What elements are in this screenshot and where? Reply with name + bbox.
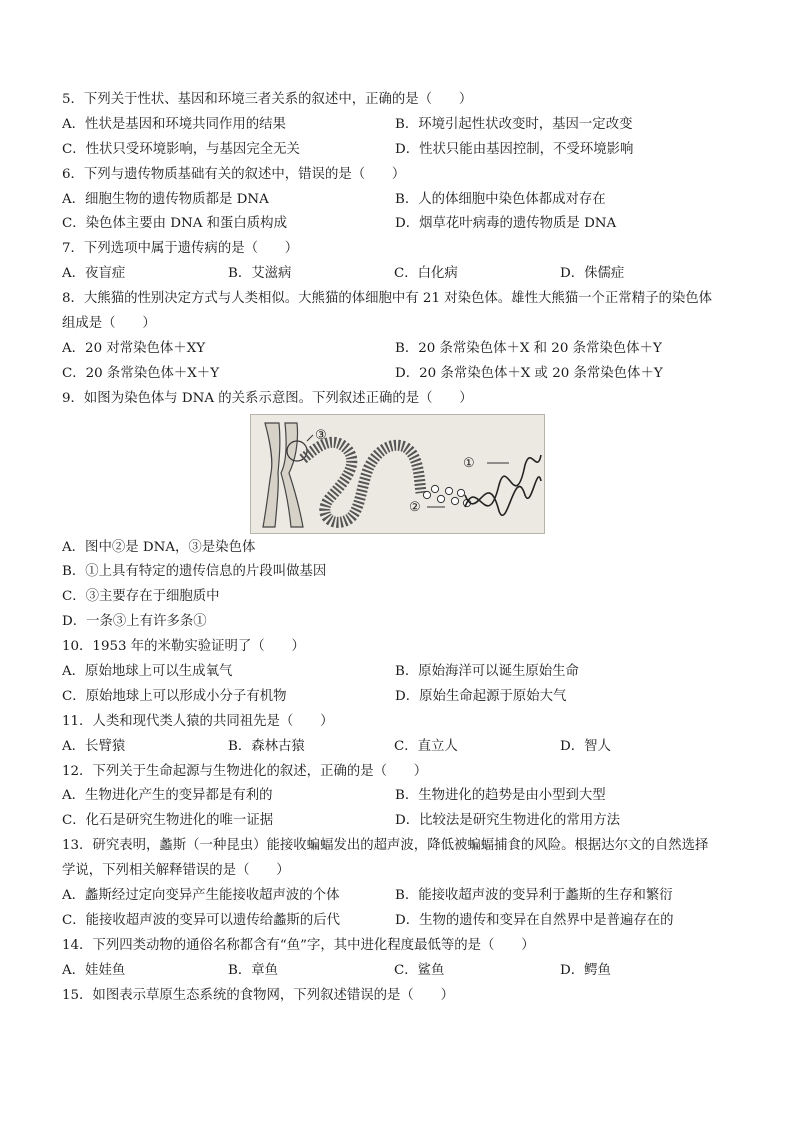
option-item: C．性状只受环境影响，与基因完全无关 xyxy=(62,141,300,157)
option-item: B．章鱼 xyxy=(228,962,279,978)
option-item: D．烟草花叶病毒的遗传物质是 DNA xyxy=(395,216,617,232)
option-item: B．20 条常染色体＋X 和 20 条常染色体＋Y xyxy=(395,340,662,356)
options-row xyxy=(62,884,742,909)
option-item: D．鳄鱼 xyxy=(560,962,611,978)
option-item: D．比较法是研究生物进化的常用方法 xyxy=(395,813,620,829)
options-row xyxy=(62,909,742,934)
nucleosome-bead xyxy=(431,485,438,492)
option-item: B．生物进化的趋势是由小型到大型 xyxy=(395,788,606,804)
question-block xyxy=(62,984,742,1009)
options-row xyxy=(62,959,742,984)
option-item: D．性状只能由基因控制，不受环境影响 xyxy=(395,141,634,157)
option-item: B．①上具有特定的遗传信息的片段叫做基因 xyxy=(62,564,327,580)
option-item: D．原始生命起源于原始大气 xyxy=(395,688,567,704)
question-stem: 14．下列四类动物的通俗名称都含有“鱼”字，其中进化程度最低等的是（ ） xyxy=(62,937,535,953)
option-item: B．能接收超声波的变异利于蠡斯的生存和繁衍 xyxy=(395,888,673,904)
options-row xyxy=(62,362,742,387)
option-item: A．娃娃鱼 xyxy=(62,962,126,978)
question-block xyxy=(62,710,742,760)
figure-container xyxy=(62,414,742,535)
question-block xyxy=(62,760,742,835)
nucleosome-bead xyxy=(457,489,464,496)
options-row xyxy=(62,660,742,685)
question-block xyxy=(62,88,742,163)
option-item: A．细胞生物的遗传物质都是 DNA xyxy=(62,191,269,207)
coiled-chromatin xyxy=(303,442,421,522)
question-block xyxy=(62,163,742,238)
label-3: ③ xyxy=(315,427,327,443)
option-item: C．③主要存在于细胞质中 xyxy=(62,589,220,605)
question-stem: 6．下列与遗传物质基础有关的叙述中，错误的是（ ） xyxy=(62,166,406,182)
options-row xyxy=(62,784,742,809)
options-row xyxy=(62,809,742,834)
options-row xyxy=(62,560,742,585)
question-stem: 13．研究表明，蠡斯（一种昆虫）能接收蝙蝠发出的超声波，降低被蝙蝠捕食的风险。根据达尔文的自然选择 xyxy=(62,838,709,854)
option-item: C．能接收超声波的变异可以遗传给蠡斯的后代 xyxy=(62,912,341,928)
question-block xyxy=(62,287,742,387)
question-stem: 15．如图表示草原生态系统的食物网，下列叙述错误的是（ ） xyxy=(62,987,454,1003)
options-row xyxy=(62,536,742,561)
question-stem: 9．如图为染色体与 DNA 的关系示意图。下列叙述正确的是（ ） xyxy=(62,390,473,406)
option-item: C．20 条常染色体＋X＋Y xyxy=(62,365,220,381)
label-1: ① xyxy=(463,455,475,471)
question-block xyxy=(62,237,742,287)
options-row xyxy=(62,262,742,287)
question-stem: 11．人类和现代类人猿的共同祖先是（ ） xyxy=(62,713,334,729)
label3-pointer xyxy=(307,435,313,441)
question-stem: 5．下列关于性状、基因和环境三者关系的叙述中，正确的是（ ） xyxy=(62,92,473,107)
nucleosome-bead xyxy=(451,497,458,504)
exam-page xyxy=(62,88,742,1009)
chromosome-dna-diagram xyxy=(251,415,544,533)
option-item: B．森林古猿 xyxy=(228,738,305,754)
question-block xyxy=(62,834,742,934)
option-item: B．人的体细胞中染色体都成对存在 xyxy=(395,191,606,207)
question-block xyxy=(62,934,742,984)
option-item: C．化石是研究生物进化的唯一证据 xyxy=(62,813,274,829)
question-stem: 组成是（ ） xyxy=(62,316,156,332)
option-item: B．环境引起性状改变时，基因一定改变 xyxy=(395,116,633,132)
option-item: B．原始海洋可以诞生原始生命 xyxy=(395,664,579,680)
option-item: D．生物的遗传和变异在自然界中是普遍存在的 xyxy=(395,912,674,928)
option-item: C．白化病 xyxy=(394,266,458,282)
chromatid-left xyxy=(263,423,280,527)
figure-frame xyxy=(250,414,545,534)
option-item: A．20 对常染色体＋XY xyxy=(62,340,206,356)
option-item: C．染色体主要由 DNA 和蛋白质构成 xyxy=(62,216,287,232)
question-stem: 学说，下列相关解释错误的是（ ） xyxy=(62,863,290,879)
nucleosome-bead xyxy=(437,495,444,502)
options-row xyxy=(62,685,742,710)
options-row xyxy=(62,113,742,138)
option-item: A．长臂猿 xyxy=(62,738,126,754)
option-item: C．直立人 xyxy=(394,738,458,754)
option-item: D．20 条常染色体＋X 或 20 条常染色体＋Y xyxy=(395,365,663,381)
option-item: A．蠡斯经过定向变异产生能接收超声波的个体 xyxy=(62,888,340,904)
nucleosome-bead xyxy=(445,487,452,494)
options-row xyxy=(62,610,742,635)
option-item: A．夜盲症 xyxy=(62,266,126,282)
options-row xyxy=(62,337,742,362)
nucleosome-bead xyxy=(423,491,430,498)
options-row xyxy=(62,212,742,237)
option-item: C．原始地球上可以形成小分子有机物 xyxy=(62,688,287,704)
question-stem: 8．大熊猫的性别决定方式与人类相似。大熊猫的体细胞中有 21 对染色体。雄性大熊猫一个正常精子的染色体 xyxy=(62,291,713,307)
option-item: D．侏儒症 xyxy=(560,266,625,282)
option-item: A．图中②是 DNA，③是染色体 xyxy=(62,539,256,555)
option-item: A．原始地球上可以生成氧气 xyxy=(62,664,233,680)
option-item: D．一条③上有许多条① xyxy=(62,614,207,630)
option-item: D．智人 xyxy=(560,738,611,754)
chromatid-right xyxy=(281,423,303,527)
question-block xyxy=(62,387,742,635)
question-block xyxy=(62,635,742,710)
options-row xyxy=(62,188,742,213)
question-stem: 10．1953 年的米勒实验证明了（ ） xyxy=(62,639,305,655)
options-row xyxy=(62,585,742,610)
option-item: C．鲨鱼 xyxy=(394,962,445,978)
option-item: A．性状是基因和环境共同作用的结果 xyxy=(62,116,286,132)
option-item: B．艾滋病 xyxy=(228,266,292,282)
options-row xyxy=(62,138,742,163)
options-row xyxy=(62,735,742,760)
dna-strand-b xyxy=(465,476,541,514)
label-2: ② xyxy=(409,499,421,515)
question-stem: 7．下列选项中属于遗传病的是（ ） xyxy=(62,241,299,257)
option-item: A．生物进化产生的变异都是有利的 xyxy=(62,788,273,804)
question-stem: 12．下列关于生命起源与生物进化的叙述，正确的是（ ） xyxy=(62,763,428,779)
